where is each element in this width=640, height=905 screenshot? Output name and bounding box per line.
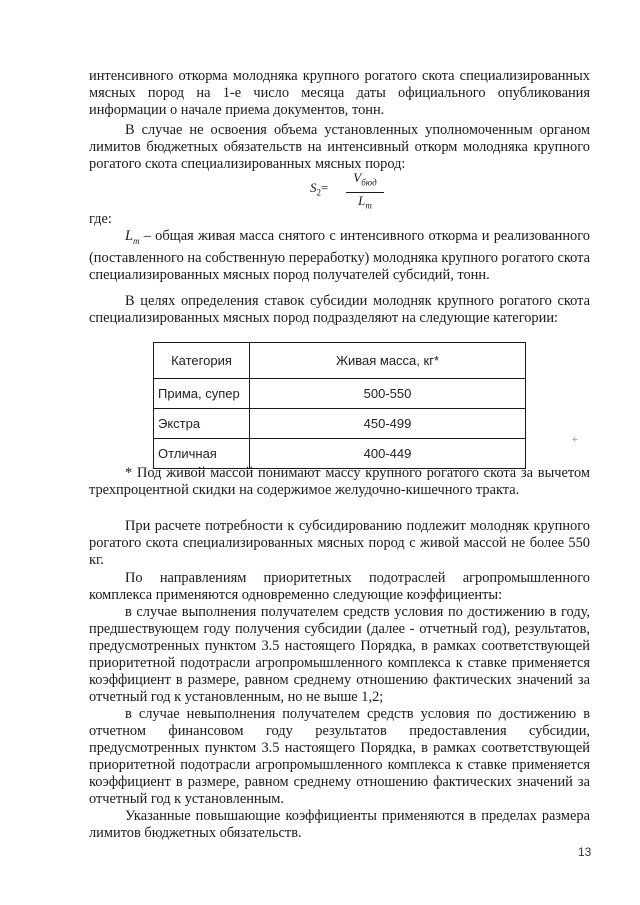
paragraph-coefficient-met: в случае выполнения получателем средств условия по достижению в году, предшествующем году получения субсидии (далее - отчетный год), результатов, предусмотренных пунктом 3.5 настоящего Порядка, в рамках соответствующей приоритетной подотрасли агропромышленного комплекса к ставке применяется коэффициент в размере, равном среднему отношению фактических значений за отчетный год к установленным, но не выше 1,2; (89, 604, 590, 705)
paragraph-coefficient-not-met: в случае невыполнения получателем средств условия по достижению в отчетном финансовом году результатов предоставления субсидии, предусмотренных пунктом 3.5 настоящего Порядка, в рамках соответствующей приоритетной подотрасли агропромышленного комплекса к ставке применяется коэффициент в размере, равном среднему отношению фактических значений за отчетный год к установленным. (89, 706, 590, 807)
table-cell-weight: 500-550 (250, 379, 526, 409)
lm-symbol: $L_m$ (125, 228, 140, 246)
formula-denominator: $L_m$ (358, 192, 372, 211)
table-cell-category: Отличная (154, 439, 250, 469)
table-header-live-weight: Живая масса, кг* (250, 343, 526, 379)
table-row (154, 409, 526, 439)
paragraph-categories-intro: В целях определения ставок субсидии молодняк крупного рогатого скота специализированных мясных пород подразделяют на следующие категории: (89, 293, 590, 326)
paragraph-max-weight: При расчете потребности к субсидированию подлежит молодняк крупного рогатого скота специализированных мясных пород с живой массой не более 550 кг. (89, 518, 590, 568)
footnote-live-weight: * Под живой массой понимают массу крупного рогатого скота за вычетом трехпроцентной скидки на содержимое желудочно-кишечного тракта. (89, 465, 590, 498)
table-cell-category: Экстра (154, 409, 250, 439)
margin-mark: + (571, 435, 579, 445)
formula-s2 (310, 170, 390, 211)
where-label: где: (89, 211, 112, 227)
page-number: 13 (578, 845, 592, 859)
formula-lhs: $S_2=$ (310, 180, 329, 198)
table-cell-weight: 450-499 (250, 409, 526, 439)
table-row (154, 439, 526, 469)
formula-fraction (346, 170, 384, 213)
table-cell-category: Прима, супер (154, 379, 250, 409)
formula-numerator: $V_{бюд}$ (346, 170, 384, 193)
paragraph-limits: Указанные повышающие коэффициенты применяются в пределах размера лимитов бюджетных обязательств. (89, 808, 590, 841)
table-row (154, 379, 526, 409)
paragraph-coefficients-intro: По направлениям приоритетных подотраслей агропромышленного комплекса применяются одновременно следующие коэффициенты: (89, 570, 590, 603)
paragraph-unused-limits: В случае не освоения объема установленных уполномоченным органом лимитов бюджетных обязательств на интенсивный откорм молодняка крупного рогатого скота специализированных мясных пород: (89, 122, 590, 172)
table-header-row (154, 343, 526, 379)
category-table (153, 342, 526, 469)
table-cell-weight: 400-449 (250, 439, 526, 469)
table-header-category: Категория (154, 343, 250, 379)
paragraph-continuation: интенсивного откорма молодняка крупного рогатого скота специализированных мясных пород на 1-е число месяца даты официального опубликования информации о начале приема документов, тонн. (89, 68, 590, 118)
paragraph-lm-definition (89, 228, 590, 284)
lm-definition-text: – общая живая масса снятого с интенсивного откорма и реализованного (поставленного на собственную переработку) молодняка крупного рогатого скота специализированных мясных пород получателей субсидий, тонн. (89, 228, 590, 283)
